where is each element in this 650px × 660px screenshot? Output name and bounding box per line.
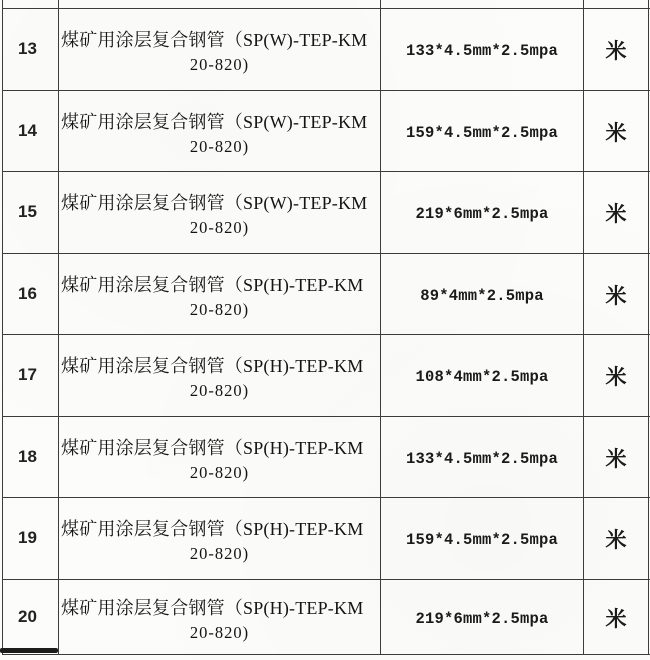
unit-cell: 米 xyxy=(584,417,649,498)
row-number-cell: 16 xyxy=(3,254,59,335)
product-name-line1: 煤矿用涂层复合钢管（SP(H)-TEP-KM xyxy=(61,274,364,295)
unit-cell: 米 xyxy=(584,335,649,416)
product-name-cell xyxy=(59,172,381,253)
table-row xyxy=(3,91,650,173)
product-name-line2: 20-820) xyxy=(189,381,250,401)
row-number-cell xyxy=(3,0,59,8)
product-name-line1: 煤矿用涂层复合钢管（SP(W)-TEP-KM xyxy=(61,193,368,214)
spec-cell: 133*4.5mm*2.5mpa xyxy=(381,417,584,498)
product-name-line2: 20-820) xyxy=(189,218,250,238)
product-name-line1: 煤矿用涂层复合钢管（SP(W)-TEP-KM xyxy=(61,111,368,132)
product-name-line1: 煤矿用涂层复合钢管（SP(H)-TEP-KM xyxy=(61,356,364,377)
spec-cell: 159*4.5mm*2.5mpa xyxy=(381,498,584,579)
product-name-line1: 煤矿用涂层复合钢管（SP(H)-TEP-KM xyxy=(61,519,364,540)
row-number-cell: 13 xyxy=(3,9,59,90)
product-name-line2: 20-820) xyxy=(189,136,250,156)
product-name-line2: 20-820) xyxy=(189,462,250,482)
product-name-line1: 煤矿用涂层复合钢管（SP(W)-TEP-KM xyxy=(61,30,368,51)
products-table xyxy=(2,0,650,655)
product-name-line2: 20-820) xyxy=(189,55,250,75)
unit-cell: 米 xyxy=(584,580,649,654)
product-name-cell xyxy=(59,254,381,335)
product-name-line2: 20-820) xyxy=(189,544,250,564)
table-row xyxy=(3,498,650,580)
spec-cell: 89*4mm*2.5mpa xyxy=(381,254,584,335)
table-row xyxy=(3,417,650,499)
unit-cell: 米 xyxy=(584,9,649,90)
unit-cell: 米 xyxy=(584,254,649,335)
table-row xyxy=(3,172,650,254)
unit-cell xyxy=(584,0,649,8)
product-name-cell xyxy=(59,0,381,8)
unit-cell: 米 xyxy=(584,172,649,253)
product-name-cell xyxy=(59,91,381,172)
product-name-line1: 煤矿用涂层复合钢管（SP(H)-TEP-KM xyxy=(61,437,364,458)
table-row xyxy=(3,9,650,91)
row-number-cell: 19 xyxy=(3,498,59,579)
product-name-cell xyxy=(59,417,381,498)
product-name-line2: 20-820) xyxy=(189,299,250,319)
row-number-cell: 17 xyxy=(3,335,59,416)
product-name-cell xyxy=(59,335,381,416)
product-name-cell xyxy=(59,498,381,579)
row-number-cell: 14 xyxy=(3,91,59,172)
row-number-cell: 20 xyxy=(3,580,59,654)
spec-cell: 159*4.5mm*2.5mpa xyxy=(381,91,584,172)
spec-cell: 108*4mm*2.5mpa xyxy=(381,335,584,416)
spec-cell: 219*6mm*2.5mpa xyxy=(381,172,584,253)
row-number-cell: 18 xyxy=(3,417,59,498)
product-name-line1: 煤矿用涂层复合钢管（SP(H)-TEP-KM xyxy=(61,597,364,618)
row-number-cell: 15 xyxy=(3,172,59,253)
unit-cell: 米 xyxy=(584,91,649,172)
spec-cell xyxy=(381,0,584,8)
product-name-cell xyxy=(59,9,381,90)
table-row xyxy=(3,580,650,655)
table-row xyxy=(3,254,650,336)
spec-cell: 133*4.5mm*2.5mpa xyxy=(381,9,584,90)
product-name-line2: 20-820) xyxy=(189,622,250,642)
table-row-partial xyxy=(3,0,650,9)
spec-cell: 219*6mm*2.5mpa xyxy=(381,580,584,654)
unit-cell: 米 xyxy=(584,498,649,579)
scan-artifact-line xyxy=(0,648,58,653)
table-row xyxy=(3,335,650,417)
product-name-cell xyxy=(59,580,381,654)
